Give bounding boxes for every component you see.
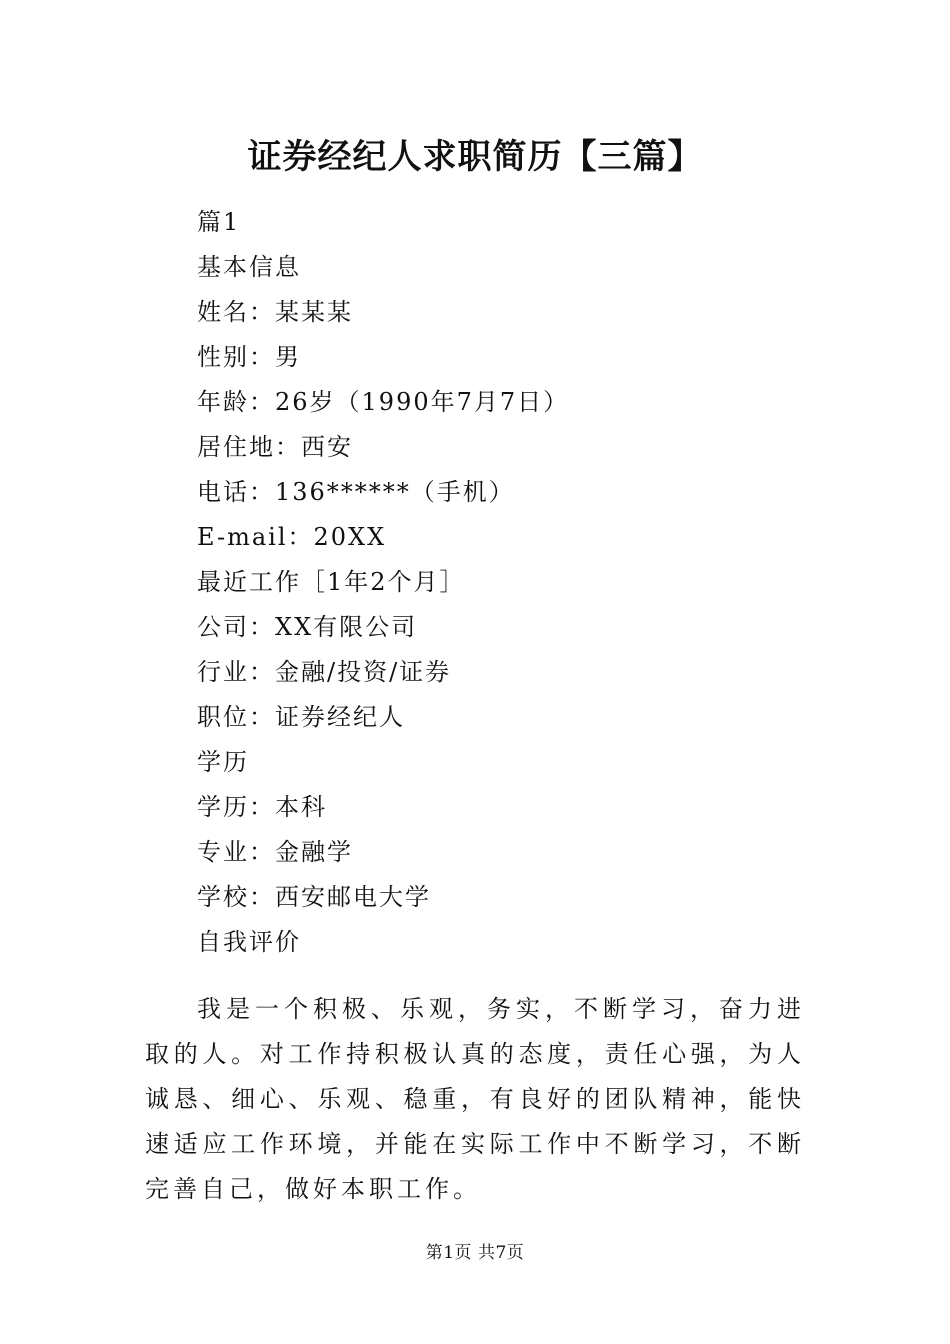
field-major: 专业：金融学 bbox=[197, 838, 353, 866]
self-evaluation-paragraph: 我是一个积极、乐观，务实，不断学习，奋力进取的人。对工作持积极认真的态度，责任心强，为人诚恳、细心、乐观、稳重，有良好的团队精神，能快速适应工作环境，并能在实际工作中不断学习，不断完善自己，做好本职工作。 bbox=[145, 995, 805, 1203]
section-heading-self-evaluation: 自我评价 bbox=[197, 928, 301, 956]
field-name: 姓名：某某某 bbox=[197, 298, 353, 326]
field-age: 年龄：26岁（1990年7月7日） bbox=[197, 388, 570, 416]
section-heading-basic-info: 基本信息 bbox=[197, 253, 301, 281]
section-heading-part-1: 篇1 bbox=[197, 208, 241, 236]
field-position: 职位：证券经纪人 bbox=[197, 703, 405, 731]
field-school: 学校：西安邮电大学 bbox=[197, 883, 431, 911]
field-email: E-mail：20XX bbox=[197, 523, 387, 551]
field-gender: 性别：男 bbox=[197, 343, 301, 371]
field-residence: 居住地：西安 bbox=[197, 433, 353, 461]
field-company: 公司：XX有限公司 bbox=[197, 613, 418, 641]
section-heading-education: 学历 bbox=[197, 748, 249, 776]
page-footer: 第1页 共7页 bbox=[425, 1243, 525, 1263]
resume-lines bbox=[197, 200, 817, 965]
field-phone: 电话：136******（手机） bbox=[197, 478, 515, 506]
section-heading-recent-work: 最近工作［1年2个月］ bbox=[197, 568, 466, 596]
field-degree: 学历：本科 bbox=[197, 793, 327, 821]
document-title: 证券经纪人求职简历【三篇】 bbox=[247, 137, 703, 177]
field-industry: 行业：金融/投资/证券 bbox=[197, 658, 452, 686]
